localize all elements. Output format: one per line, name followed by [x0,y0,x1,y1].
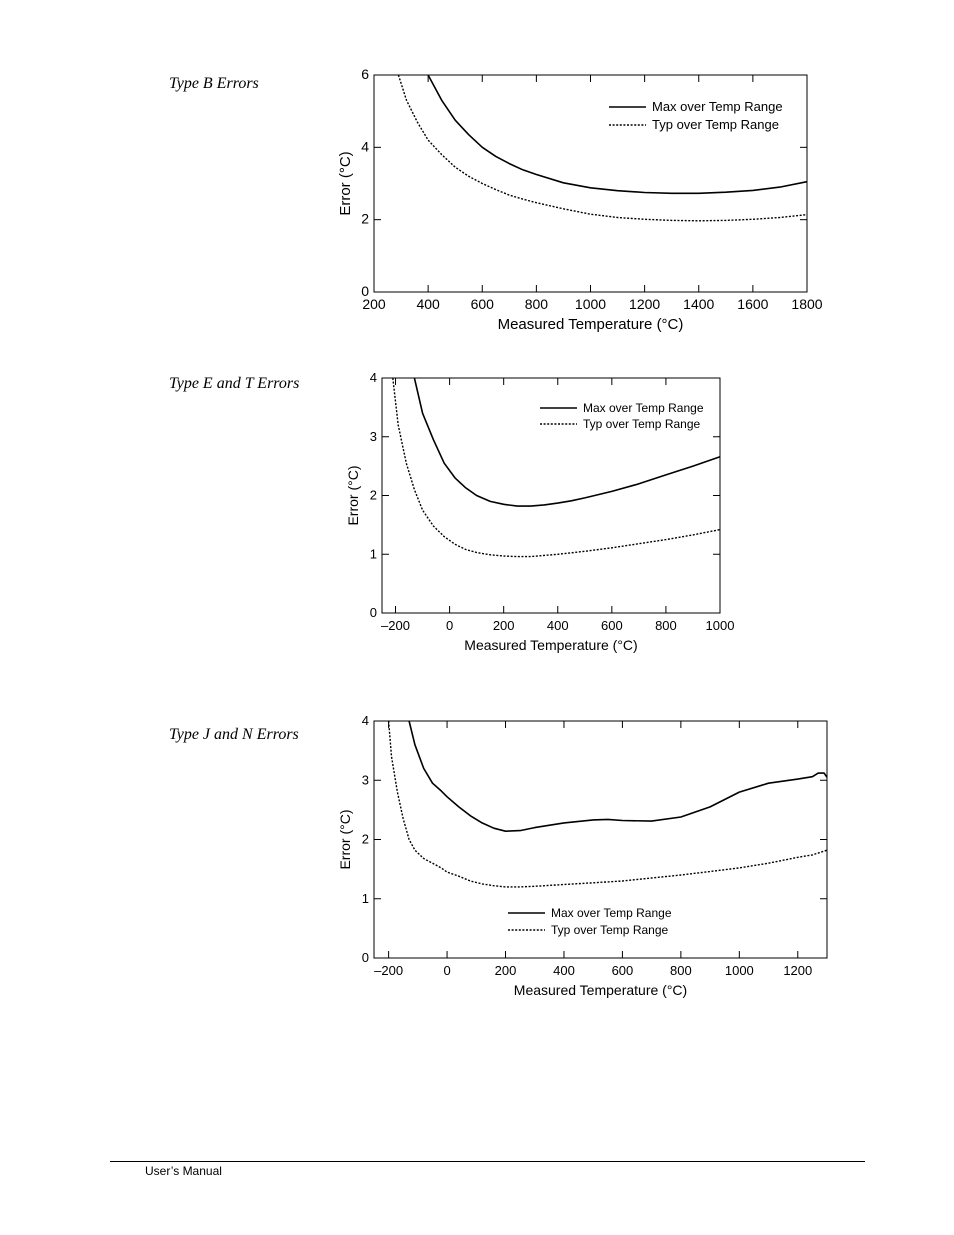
chart-title-type-e-t: Type E and T Errors [169,375,300,392]
y-tick-label: 1 [369,546,377,562]
x-axis-label: Measured Temperature (°C) [497,316,684,333]
x-axis-label: Measured Temperature (°C) [513,982,688,998]
x-tick-label: 1200 [629,296,661,312]
legend-entry: Typ over Temp Range [652,117,779,132]
x-axis-label: Measured Temperature (°C) [464,637,638,653]
y-axis-label: Error (°C) [345,465,361,526]
x-tick-label: 400 [546,618,569,633]
x-tick-label: 600 [470,296,494,312]
x-tick-label: 1000 [724,963,754,978]
y-tick-label: 0 [361,283,369,299]
x-tick-label: 800 [655,618,677,633]
chart-title-type-j-n: Type J and N Errors [169,726,299,743]
legend-entry: Typ over Temp Range [583,417,701,431]
x-tick-label: 0 [445,618,454,633]
x-tick-label: 400 [416,296,440,312]
legend-entry: Max over Temp Range [551,906,672,920]
y-tick-label: 6 [361,66,369,82]
x-tick-label: 800 [524,296,549,312]
x-tick-label: 1600 [737,296,769,312]
x-tick-label: 200 [494,963,517,978]
y-tick-label: 3 [361,772,369,788]
y-tick-label: 0 [361,950,369,965]
y-tick-label: 4 [361,713,369,728]
legend-entry: Max over Temp Range [583,401,704,415]
y-tick-label: 2 [369,487,377,503]
footer-divider [110,1161,865,1162]
x-tick-label: 600 [600,618,623,633]
x-tick-label: 600 [611,963,634,978]
x-tick-label: –200 [374,963,404,978]
x-tick-label: 200 [492,618,515,633]
chart-title-type-b: Type B Errors [169,75,259,92]
series-max-line [409,721,827,831]
x-tick-label: 1000 [705,618,735,633]
x-tick-label: 400 [553,963,575,978]
footer-label: User’s Manual [145,1164,222,1178]
y-tick-label: 1 [361,890,369,906]
y-tick-label: 2 [361,210,369,227]
x-tick-label: 1000 [574,296,607,312]
y-tick-label: 2 [361,831,369,847]
x-tick-label: 1400 [683,296,715,312]
y-tick-label: 4 [361,138,369,155]
x-tick-label: 1200 [783,963,813,978]
y-axis-label: Error (°C) [337,151,354,216]
x-tick-label: 0 [443,963,451,978]
y-tick-label: 4 [369,370,377,385]
y-tick-label: 3 [369,428,377,444]
x-tick-label: 1800 [791,296,823,312]
y-tick-label: 0 [369,605,377,620]
legend-entry: Typ over Temp Range [551,923,669,937]
x-tick-label: 800 [670,963,692,978]
x-tick-label: –200 [381,618,410,633]
legend-entry: Max over Temp Range [652,99,783,114]
y-axis-label: Error (°C) [337,809,353,870]
x-tick-label: 200 [362,296,386,312]
